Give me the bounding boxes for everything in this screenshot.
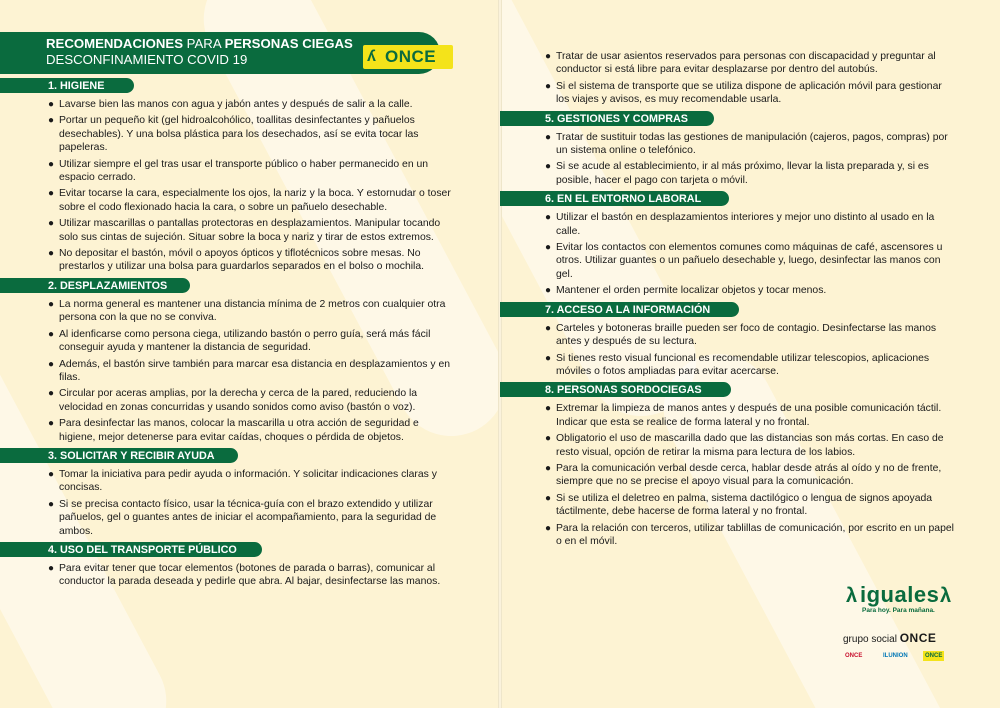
ilunion-logo: ILUNION (883, 653, 908, 659)
section-continuation (545, 50, 955, 107)
section (545, 382, 955, 548)
bullet-icon: ● (545, 80, 552, 92)
item-text: Extremar la limpieza de manos antes y después de una posible comunicación táctil. Indicar que esta se realice de forma lateral y no frontal. (556, 403, 942, 428)
item-text: Evitar los contactos con elementos comunes como máquinas de café, ascensores u otros. Utilizar guantes o un pañuelo desechable y, luego, desinfectar las manos con gel. (556, 242, 943, 280)
section-header (545, 382, 955, 399)
grupo-text: grupo social (843, 634, 900, 645)
figure-icon: λ (940, 585, 952, 607)
list-item (48, 358, 458, 385)
bullet-icon: ● (48, 468, 55, 480)
bullet-icon: ● (48, 248, 55, 260)
iguales-tagline: Para hoy. Para mañana. (862, 607, 935, 614)
list-item (48, 417, 458, 444)
bullet-icon: ● (545, 51, 552, 62)
list-item (48, 187, 458, 214)
item-text: Mantener el orden permite localizar objetos y tocar menos. (556, 285, 827, 297)
list-item (545, 50, 955, 77)
bullet-icon: ● (545, 322, 552, 334)
list-item (545, 352, 955, 379)
bullet-icon: ● (545, 403, 552, 415)
item-text: Si tienes resto visual funcional es recomendable utilizar telescopios, aplicaciones móviles o fotos ampliadas para evitar acercarse. (556, 352, 930, 377)
bullet-icon: ● (545, 522, 552, 534)
bullet-icon: ● (545, 492, 552, 504)
list-item (545, 211, 955, 238)
bullet-icon: ● (545, 131, 552, 143)
bullet-icon: ● (48, 188, 55, 200)
list-item (545, 492, 955, 519)
title-part: PERSONAS CIEGAS (224, 36, 353, 51)
bullet-icon: ● (48, 328, 55, 340)
once-logo (363, 45, 453, 69)
list-item (545, 80, 955, 107)
bullet-icon: ● (545, 352, 552, 364)
title-part: RECOMENDACIONES (46, 36, 184, 51)
item-text: No depositar el bastón, móvil o apoyos ópticos y tiflotécnicos sobre mesas. No prestarlos y utilizar una bolsa para guardarlos separados en el bolso o mochila. (59, 248, 425, 273)
section-title: 6. EN EL ENTORNO LABORAL (545, 193, 702, 206)
bullet-icon: ● (48, 158, 55, 170)
partner-logos (845, 651, 957, 663)
section (545, 111, 955, 188)
list-item (545, 432, 955, 459)
item-text: Si se acude al establecimiento, ir al más próximo, llevar la lista preparada y, si es posible, hacer el pago con tarjeta o móvil. (556, 161, 929, 186)
list-item (48, 98, 458, 111)
bullet-icon: ● (48, 218, 55, 230)
title-part: PARA (183, 36, 225, 51)
bullet-icon: ● (545, 433, 552, 445)
list-item (545, 241, 955, 281)
bullet-icon: ● (545, 161, 552, 173)
item-text: Para la comunicación verbal desde cerca, hablar desde atrás al oído y no de frente, siempre que no se precise el apoyo visual para la comunicación. (556, 462, 942, 488)
section-header (48, 78, 458, 95)
item-text: Para evitar tener que tocar elementos (botones de parada o barras), comunicar al conductor la parada deseada y pedirle que abra. Al bajar, desinfectarse las manos. (59, 562, 441, 588)
section-title: 7. ACCESO A LA INFORMACIÓN (545, 303, 711, 316)
bullet-icon: ● (48, 418, 55, 430)
section-title: 2. DESPLAZAMIENTOS (48, 279, 168, 292)
grupo-social-logo (843, 629, 958, 645)
item-text: Portar un pequeño kit (gel hidroalcohólico, toallitas desinfectantes y pañuelos desechables). Y una bolsa plástica para los desechados, así se evita tocar las papeleras. (59, 115, 419, 154)
bullet-icon: ● (48, 99, 55, 110)
item-text: Utilizar siempre el gel tras usar el transporte público o haber permanecido en un espacio cerrado. (59, 158, 429, 184)
list-item (545, 160, 955, 187)
list-item (545, 131, 955, 158)
section-header (48, 278, 458, 295)
fundacion-once-logo: ONCE (845, 653, 863, 659)
section-header (545, 191, 955, 208)
section-title: 5. GESTIONES Y COMPRAS (545, 112, 688, 125)
item-text: Lavarse bien las manos con agua y jabón antes y después de salir a la calle. (59, 99, 413, 110)
list-item (48, 247, 458, 274)
section (48, 278, 458, 444)
section (545, 302, 955, 379)
bullet-icon: ● (48, 498, 55, 510)
section-title: 3. SOLICITAR Y RECIBIR AYUDA (48, 449, 215, 462)
item-text: Para la relación con terceros, utilizar tablillas de comunicación, por escrito en un papel o en el móvil. (556, 522, 954, 547)
bullet-icon: ● (48, 562, 55, 574)
item-text: Si se precisa contacto físico, usar la técnica-guía con el brazo extendido y utilizar pañuelos, gel o guantes antes de iniciar el acompañamiento, para la seguridad de ambos. (59, 498, 437, 537)
list-item (48, 498, 458, 538)
bullet-icon: ● (545, 285, 552, 297)
section (48, 542, 458, 589)
section (48, 448, 458, 538)
bullet-icon: ● (48, 358, 55, 370)
iguales-word: iguales (860, 582, 940, 607)
section-header (545, 302, 955, 319)
list-item (48, 562, 458, 589)
bullet-icon: ● (48, 298, 55, 310)
list-item (545, 522, 955, 549)
item-text: Utilizar mascarillas o pantallas protectoras en desplazamientos. Manipular tocando solo sus cintas de sujeción. Situar sobre la boca y nariz y tirar de estos extremos. (59, 218, 441, 243)
once-mini-logo: ONCE (925, 653, 943, 659)
list-item (545, 284, 955, 297)
once-logo-text: ONCE (385, 47, 437, 66)
section-title: 4. USO DEL TRANSPORTE PÚBLICO (48, 543, 237, 556)
bullet-icon: ● (545, 242, 552, 254)
list-item (48, 298, 458, 325)
page-title (46, 36, 353, 68)
grupo-once-text: ONCE (899, 631, 937, 645)
item-text: La norma general es mantener una distancia mínima de 2 metros con cualquier otra persona con la que no se conviva. (59, 298, 446, 324)
list-item (545, 322, 955, 349)
item-text: Al idenficarse como persona ciega, utilizando bastón o perro guía, será más fácil conseguir ayuda y mantener la distancia de seguridad. (59, 328, 431, 354)
item-text: Utilizar el bastón en desplazamientos interiores y mejor uno distinto al usado en la calle. (556, 212, 935, 237)
title-part: COVID 19 (183, 52, 248, 67)
item-text: Evitar tocarse la cara, especialmente los ojos, la nariz y la boca. Y estornudar o toser sobre el codo flexionado hacia la cara, o sobre un pañuelo desechable. (59, 188, 451, 213)
item-text: Para desinfectar las manos, colocar la mascarilla u otra acción de seguridad e higiene, mejor detenerse para evitar caídas, choques o pérdida de objetos. (59, 418, 419, 443)
section-title: 1. HIGIENE (48, 80, 105, 92)
section (545, 191, 955, 297)
section-header (545, 111, 955, 128)
list-item (48, 217, 458, 244)
section-title: 8. PERSONAS SORDOCIEGAS (545, 384, 702, 397)
list-item (48, 158, 458, 185)
list-item (48, 387, 458, 414)
bullet-icon: ● (48, 388, 55, 400)
item-text: Si el sistema de transporte que se utiliza dispone de aplicación móvil para gestionar los viajes y avisos, es muy recomendable usarla. (556, 80, 942, 106)
left-column (48, 78, 458, 593)
section-header (48, 448, 458, 465)
list-item (545, 402, 955, 429)
section-header (48, 542, 458, 559)
item-text: Circular por aceras amplias, por la derecha y cerca de la pared, reduciendo la velocidad en zonas concurridas y usando sonidos como aviso (bastón o voz). (59, 388, 418, 413)
title-part: DESCONFINAMIENTO (46, 52, 184, 67)
list-item (48, 468, 458, 495)
item-text: Tratar de sustituir todas las gestiones de manipulación (cajeros, pagos, compras) por un sistema online o telefónico. (556, 131, 948, 157)
item-text: Tomar la iniciativa para pedir ayuda o información. Y solicitar indicaciones claras y concisas. (59, 468, 437, 494)
bullet-icon: ● (545, 212, 552, 224)
page-fold (498, 0, 502, 708)
item-text: Tratar de usar asientos reservados para personas con discapacidad y preguntar al conductor si está libre para evitar desplazarse por dentro del autobús. (556, 51, 936, 76)
item-text: Carteles y botoneras braille pueden ser foco de contagio. Desinfectarse las manos antes y después de su lectura. (556, 322, 937, 348)
list-item (48, 114, 458, 154)
item-text: Si se utiliza el deletreo en palma, sistema dactilógico o lengua de signos apoyada táctilmente, debe hacerse de forma lateral y no frontal. (556, 492, 933, 518)
figure-icon: λ (846, 585, 858, 607)
section (48, 78, 458, 274)
list-item (545, 462, 955, 489)
list-item (48, 328, 458, 355)
once-figure-icon: ʎ (367, 48, 376, 65)
iguales-logo (846, 583, 956, 623)
bullet-icon: ● (48, 115, 55, 127)
item-text: Además, el bastón sirve también para marcar esa distancia en desplazamientos y en filas. (59, 358, 451, 383)
bullet-icon: ● (545, 462, 552, 474)
item-text: Obligatorio el uso de mascarilla dado que las distancias son más cortas. En caso de resto visual, opción de retirar la misma para lectura de los labios. (556, 433, 944, 458)
right-column (545, 50, 955, 552)
